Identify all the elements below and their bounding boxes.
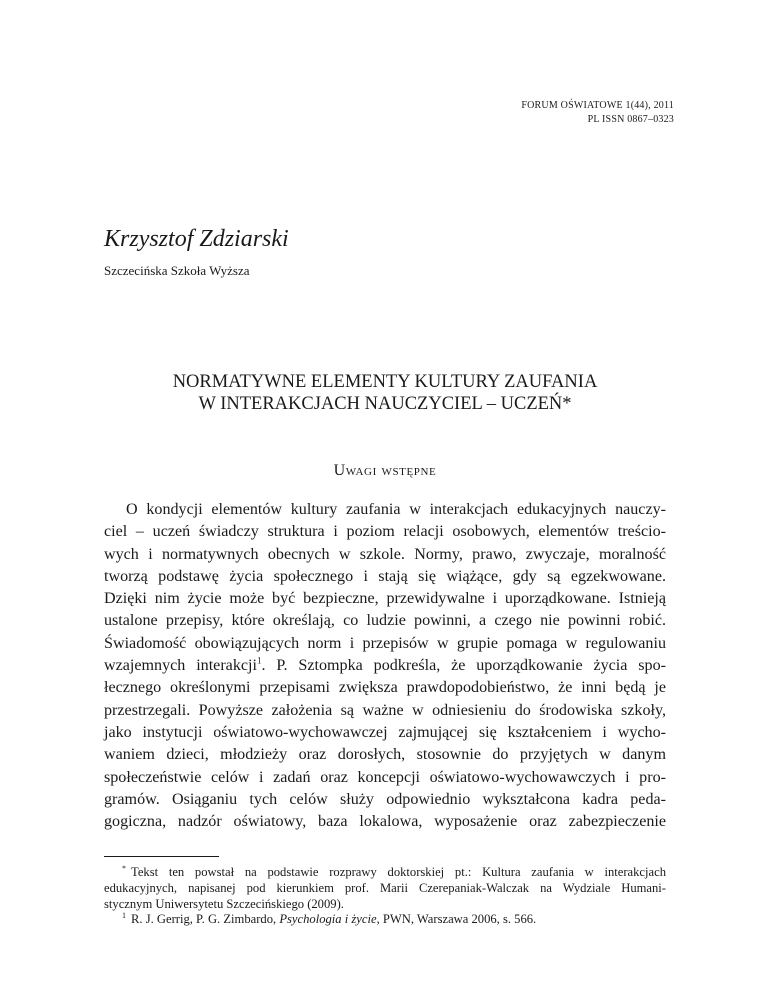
body-line: łecznego określonymi przepisami zwiększa prawdopodobieństwo, że inni będą je — [104, 679, 666, 697]
journal-citation: FORUM OŚWIATOWE 1(44), 2011 — [521, 100, 674, 111]
body-line: ustalone przepisy, które określają, co ludzie powinni, a czego nie powinni robić. — [104, 612, 666, 630]
body-line — [104, 655, 666, 677]
article-title-line-1: NORMATYWNE ELEMENTY KULTURY ZAUFANIA — [172, 372, 598, 392]
article-title-line-2: W INTERAKCJACH NAUCZYCIEL – UCZEŃ* — [198, 394, 572, 414]
footnote-line — [104, 865, 666, 881]
body-paragraph — [104, 499, 666, 833]
footnote-reference: 1 — [256, 655, 262, 666]
body-line: przestrzegali. Powyższe założenia są ważne w odniesieniu do środowiska szkoły, — [104, 701, 666, 719]
footnote-1 — [104, 865, 666, 912]
footnote-line: edukacyjnych, napisanej pod kierunkiem prof. Marii Czerepaniak-Walczak na Wydziale Humani- — [104, 880, 666, 895]
body-line: Świadomość obowiązujących norm i przepisów w grupie pomaga w regulowaniu — [104, 634, 666, 652]
body-line: tworzą podstawę życia społecznego i stają się wiążące, gdy są egzekwowane. — [104, 567, 666, 585]
footnote-book-title: Psychologia i życie — [279, 912, 377, 927]
body-line: wych i normatywnych obecnych w szkole. Normy, prawo, zwyczaje, moralność — [104, 545, 666, 563]
footnote-separator — [104, 856, 219, 857]
article-title — [104, 371, 666, 415]
footnote-marker: 1 — [122, 911, 126, 921]
body-line: Dzięki nim życie może być bezpieczne, przewidywalne i uporządkowane. Istnieją — [104, 590, 666, 608]
journal-header — [521, 99, 674, 127]
body-line: waniem dzieci, młodzieży oraz dorosłych, stosownie do przyjętych w danym — [104, 746, 666, 764]
body-line: jako instytucji oświatowo-wychowawczej zajmującej się kształceniem i wycho- — [104, 723, 666, 741]
author-affiliation: Szczecińska Szkoła Wyższa — [104, 263, 250, 278]
footnote-line: stycznym Uniwersytetu Szczecińskiego (2009). — [104, 896, 344, 911]
body-line: gogiczna, nadzór oświatowy, baza lokalowa, wyposażenie oraz zabezpieczenie — [104, 813, 666, 831]
body-line: ciel – uczeń świadczy struktura i poziom relacji osobowych, elementów treścio- — [104, 523, 666, 541]
section-heading: Uwagi wstępne — [333, 462, 437, 479]
body-line-part: . P. Sztompka podkreśla, że uporządkowanie życia spo- — [261, 657, 667, 675]
body-line: społeczeństwie celów i zadań oraz koncepcji oświatowo-wychowawczych i pro- — [104, 768, 666, 786]
body-line: O kondycji elementów kultury zaufania w interakcjach edukacyjnych nauczy- — [126, 501, 666, 518]
footnote-text: R. J. Gerrig, P. G. Zimbardo, — [131, 912, 280, 927]
body-line-part: wzajemnych interakcji — [104, 657, 257, 675]
footnote-line — [104, 912, 666, 928]
footnote-2 — [104, 912, 666, 928]
footnote-text: , PWN, Warszawa 2006, s. 566. — [376, 912, 537, 927]
body-line: gramów. Osiąganiu tych celów służy odpowiednio wykształcona kadra peda- — [104, 790, 666, 808]
author-name: Krzysztof Zdziarski — [104, 226, 289, 252]
journal-issn: PL ISSN 0867–0323 — [587, 114, 674, 125]
footnote-text: Tekst ten powstał na podstawie rozprawy doktorskiej pt.: Kultura zaufania w interakcjach — [131, 865, 666, 879]
footnote-marker: * — [122, 863, 126, 873]
footnotes — [104, 865, 666, 928]
